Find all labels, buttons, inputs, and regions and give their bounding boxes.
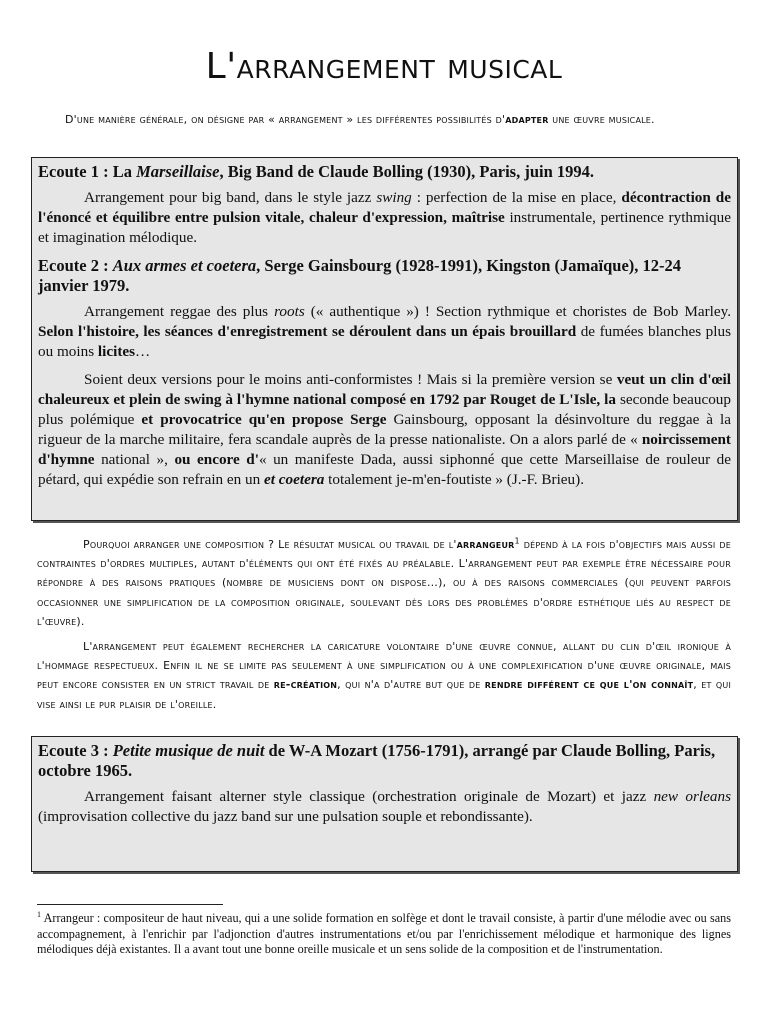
intro-adapter-term: adapter	[505, 113, 549, 126]
page-title: L'arrangement musical	[205, 46, 563, 87]
listening-box-3	[31, 736, 738, 872]
ecoute-2-heading: Ecoute 2 : Aux armes et coetera, Serge Gainsbourg (1928-1991), Kingston (Jamaïque), 12-24 janvier 1979.	[38, 256, 682, 295]
rendre-different-term: rendre différent ce que l'on connaît	[484, 678, 694, 692]
footnote-reference: 1	[514, 536, 520, 546]
ecoute-3-heading: Ecoute 3 : Petite musique de nuit de W-A Mozart (1756-1791), arrangé par Claude Bolling, Paris, octobre 1965.	[38, 741, 716, 780]
footnote: $^1$ Arrangeur : compositeur de haut niveau, qui a une solide formation en solfège et dont le travail consiste, à partir d'une mélodie avec ou sans accompagnement, à l'enrichir par l'adjonction d'autres instrumentations et/ou par l'enrichissement mélodique et harmonique des lignes mélodiques déjà existantes. Il a avant tout une bonne oreille musicale et un sens solide de la composition et de l'instrumentation.	[37, 909, 731, 956]
recreation-term: re-création	[273, 678, 338, 692]
ecoute-3-description: Arrangement faisant alterner style classique (orchestration originale de Mozart) et jazz new orleans (improvisation collective du jazz band sur une pulsation souple et rebondissante).	[38, 788, 731, 825]
ecoute-1-heading: Ecoute 1 : La Marseillaise, Big Band de Claude Bolling (1930), Paris, juin 1994.	[38, 162, 595, 181]
why-arrange-paragraph: Pourquoi arranger une composition ? Le résultat musical ou travail de l'arrangeur$^1$ dépend à la fois d'objectifs mais aussi de contraintes d'ordres multiples, autant d'éléments qui ont été fixés au préalable. L'arrangement peut par exemple être nécessaire pour répondre à des raisons pratiques (nombre de musiciens dont on dispose…), ou à des raisons commerciales (qui peuvent parfois occasionner une simplification de la composition originale, soulevant dès lors des problèmes d'ordre esthétique liés au respect de l'œuvre).	[37, 536, 732, 628]
footnote-divider	[37, 904, 223, 905]
listening-box-1-2	[31, 157, 738, 521]
ecoute-comparison-paragraph: Soient deux versions pour le moins anti-conformistes ! Mais si la première version se veut un clin d'œil chaleureux et plein de swing à l'hymne national composé en 1792 par Rouget de L'Isle, la seconde beaucoup plus polémique et provocatrice qu'en propose Serge Gainsbourg, opposant la désinvolture du reggae à la rigueur de la marche militaire, fera scandale auprès de la presse nationaliste. On a alors parlé de « noircissement d'hymne national », ou encore d'« un manifeste Dada, aussi siphonné que cette Marseillaise de rouleur de pétard, qui expédie son refrain en un et coetera totalement je-m'en-foutiste » (J.-F. Brieu).	[38, 371, 732, 488]
footnote-number: 1	[37, 909, 41, 919]
arrangeur-term: arrangeur	[456, 538, 515, 551]
ecoute-2-description: Arrangement reggae des plus roots (« authentique ») ! Section rythmique et choristes de Bob Marley. Selon l'histoire, les séances d'enregistrement se déroulent dans un épais brouillard de fumées blanches plus ou moins licites…	[38, 303, 731, 360]
intro-paragraph: D'une manière générale, on désigne par « arrangement » les différentes possibilités d'adapter une œuvre musicale.	[65, 113, 655, 126]
ecoute-1-description: Arrangement pour big band, dans le style jazz swing : perfection de la mise en place, décontraction de l'énoncé et équilibre entre pulsion vitale, chaleur d'expression, maîtrise instrumentale, pertinence rythmique et imagination mélodique.	[38, 189, 731, 246]
caricature-paragraph: L'arrangement peut également rechercher la caricature volontaire d'une œuvre connue, allant du clin d'œil ironique à l'hommage respectueux. Enfin il ne se limite pas seulement à une simplification ou à une complexification d'une œuvre originale, mais peut encore consister en un strict travail de re-création, qui n'a d'autre but que de rendre différent ce que l'on connaît, et qui vise ainsi le pur plaisir de l'oreille.	[37, 640, 732, 711]
